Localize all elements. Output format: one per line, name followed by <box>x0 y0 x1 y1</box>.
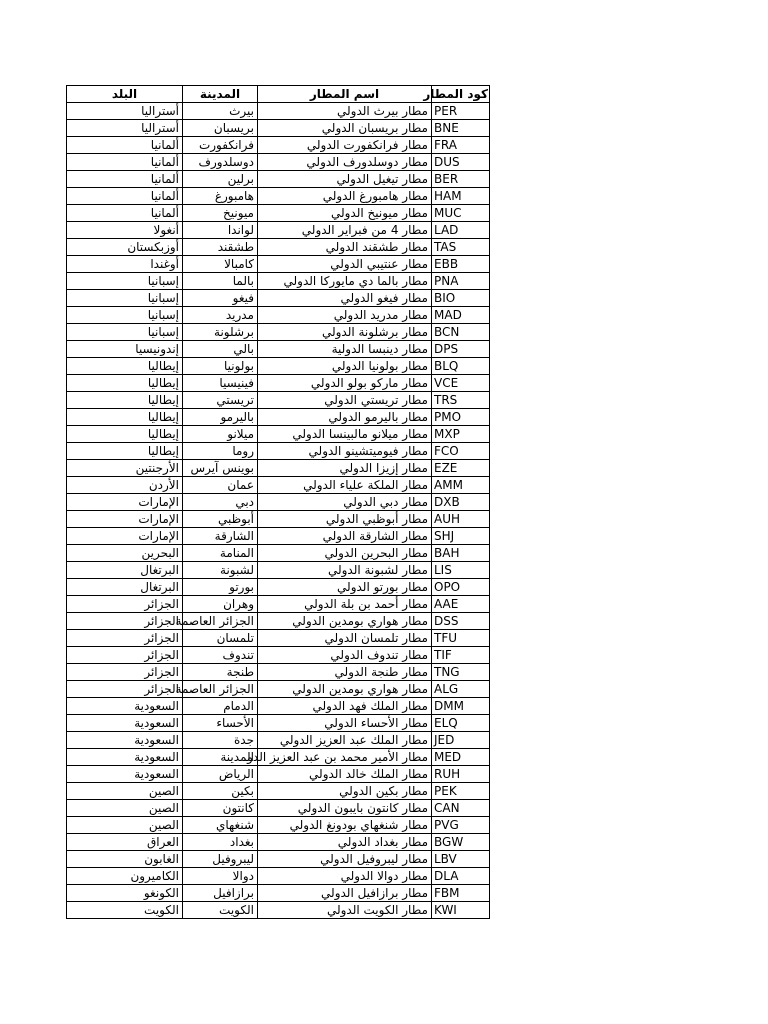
country-cell: الكاميرون <box>67 868 183 885</box>
airport-code-cell: TRS <box>432 392 490 409</box>
country-cell: البحرين <box>67 545 183 562</box>
city-cell: المنامة <box>183 545 258 562</box>
airport-code-cell: PEK <box>432 783 490 800</box>
header-airport-name: اسم المطار <box>258 86 432 103</box>
airport-code-cell: CAN <box>432 800 490 817</box>
country-cell: الجزائر <box>67 630 183 647</box>
country-cell: السعودية <box>67 766 183 783</box>
airport-code-cell: TNG <box>432 664 490 681</box>
table-row <box>67 732 490 749</box>
table-row <box>67 851 490 868</box>
table-row <box>67 596 490 613</box>
table-row <box>67 137 490 154</box>
airport-name-cell: مطار دينبسا الدولية <box>258 341 432 358</box>
header-city: المدينة <box>183 86 258 103</box>
city-cell: وهران <box>183 596 258 613</box>
city-cell: تريستي <box>183 392 258 409</box>
airport-code-cell: AUH <box>432 511 490 528</box>
city-cell: بالما <box>183 273 258 290</box>
country-cell: السعودية <box>67 698 183 715</box>
airport-code-cell: VCE <box>432 375 490 392</box>
airport-code-cell: LBV <box>432 851 490 868</box>
table-row <box>67 715 490 732</box>
airport-code-cell: EZE <box>432 460 490 477</box>
airport-code-cell: FRA <box>432 137 490 154</box>
airport-name-cell: مطار مدريد الدولي <box>258 307 432 324</box>
airport-name-cell: مطار 4 من فبراير الدولي <box>258 222 432 239</box>
airport-name-cell: مطار برشلونة الدولي <box>258 324 432 341</box>
airport-code-cell: MAD <box>432 307 490 324</box>
city-cell: بغداد <box>183 834 258 851</box>
table-row <box>67 834 490 851</box>
city-cell: كامبالا <box>183 256 258 273</box>
table-row <box>67 409 490 426</box>
city-cell: كانتون <box>183 800 258 817</box>
country-cell: أستراليا <box>67 103 183 120</box>
airport-name-cell: مطار البحرين الدولي <box>258 545 432 562</box>
airports-table <box>66 85 490 919</box>
city-cell: فينيسيا <box>183 375 258 392</box>
table-row <box>67 868 490 885</box>
airport-name-cell: مطار الأحساء الدولي <box>258 715 432 732</box>
airport-code-cell: PMO <box>432 409 490 426</box>
country-cell: الجزائر <box>67 647 183 664</box>
country-cell: إيطاليا <box>67 409 183 426</box>
airport-code-cell: DLA <box>432 868 490 885</box>
table-row <box>67 749 490 766</box>
table-row <box>67 647 490 664</box>
table-row <box>67 443 490 460</box>
airport-code-cell: HAM <box>432 188 490 205</box>
city-cell: بوينس آيرس <box>183 460 258 477</box>
country-cell: ألمانيا <box>67 171 183 188</box>
country-cell: الكونغو <box>67 885 183 902</box>
city-cell: باليرمو <box>183 409 258 426</box>
table-row <box>67 477 490 494</box>
airport-code-cell: FBM <box>432 885 490 902</box>
airport-code-cell: BNE <box>432 120 490 137</box>
airport-code-cell: DXB <box>432 494 490 511</box>
city-cell: الشارقة <box>183 528 258 545</box>
airport-code-cell: KWI <box>432 902 490 919</box>
country-cell: الجزائر <box>67 664 183 681</box>
city-cell: المدينة <box>183 749 258 766</box>
country-cell: ألمانيا <box>67 205 183 222</box>
table-body <box>67 103 490 919</box>
country-cell: السعودية <box>67 749 183 766</box>
city-cell: تلمسان <box>183 630 258 647</box>
country-cell: البرتغال <box>67 579 183 596</box>
table-row <box>67 783 490 800</box>
table-row <box>67 902 490 919</box>
country-cell: الغابون <box>67 851 183 868</box>
country-cell: الإمارات <box>67 528 183 545</box>
table-row <box>67 528 490 545</box>
city-cell: فيغو <box>183 290 258 307</box>
airport-name-cell: مطار بغداد الدولي <box>258 834 432 851</box>
airport-name-cell: مطار بكين الدولي <box>258 783 432 800</box>
country-cell: إسبانيا <box>67 307 183 324</box>
airport-code-cell: BCN <box>432 324 490 341</box>
airport-code-cell: PER <box>432 103 490 120</box>
city-cell: طنجة <box>183 664 258 681</box>
city-cell: دبي <box>183 494 258 511</box>
city-cell: بيرث <box>183 103 258 120</box>
country-cell: الصين <box>67 817 183 834</box>
table-row <box>67 256 490 273</box>
city-cell: ليبروفيل <box>183 851 258 868</box>
airport-name-cell: مطار ميلانو مالبينسا الدولي <box>258 426 432 443</box>
city-cell: الجزائر العاصمة <box>183 681 258 698</box>
airport-name-cell: مطار باليرمو الدولي <box>258 409 432 426</box>
airport-code-cell: BAH <box>432 545 490 562</box>
city-cell: ميلانو <box>183 426 258 443</box>
country-cell: الجزائر <box>67 596 183 613</box>
country-cell: إسبانيا <box>67 290 183 307</box>
table-row <box>67 562 490 579</box>
table-row <box>67 766 490 783</box>
table-row <box>67 630 490 647</box>
country-cell: أوغندا <box>67 256 183 273</box>
airport-code-cell: EBB <box>432 256 490 273</box>
table-row <box>67 205 490 222</box>
table-row <box>67 222 490 239</box>
airport-code-cell: FCO <box>432 443 490 460</box>
country-cell: الكويت <box>67 902 183 919</box>
airport-code-cell: BIO <box>432 290 490 307</box>
airport-name-cell: مطار أبوظبي الدولي <box>258 511 432 528</box>
city-cell: تندوف <box>183 647 258 664</box>
airport-name-cell: مطار فيغو الدولي <box>258 290 432 307</box>
airport-name-cell: مطار دبي الدولي <box>258 494 432 511</box>
country-cell: الصين <box>67 800 183 817</box>
airport-code-cell: BLQ <box>432 358 490 375</box>
country-cell: الأردن <box>67 477 183 494</box>
table-row <box>67 171 490 188</box>
airport-name-cell: مطار الأمير محمد بن عبد العزيز الدو <box>258 749 432 766</box>
airport-name-cell: مطار بالما دي مايوركا الدولي <box>258 273 432 290</box>
airport-code-cell: MED <box>432 749 490 766</box>
airport-code-cell: ALG <box>432 681 490 698</box>
airport-name-cell: مطار دوسلدورف الدولي <box>258 154 432 171</box>
city-cell: دوالا <box>183 868 258 885</box>
airport-code-cell: RUH <box>432 766 490 783</box>
city-cell: بورتو <box>183 579 258 596</box>
airport-code-cell: AMM <box>432 477 490 494</box>
airport-code-cell: ELQ <box>432 715 490 732</box>
country-cell: أنغولا <box>67 222 183 239</box>
city-cell: برلين <box>183 171 258 188</box>
airport-name-cell: مطار بيرث الدولي <box>258 103 432 120</box>
table-row <box>67 664 490 681</box>
country-cell: الجزائر <box>67 613 183 630</box>
city-cell: الدمام <box>183 698 258 715</box>
country-cell: إسبانيا <box>67 273 183 290</box>
airport-name-cell: مطار الملكة علياء الدولي <box>258 477 432 494</box>
airport-code-cell: PVG <box>432 817 490 834</box>
table-row <box>67 324 490 341</box>
country-cell: أوزبكستان <box>67 239 183 256</box>
country-cell: ألمانيا <box>67 188 183 205</box>
country-cell: إيطاليا <box>67 375 183 392</box>
airport-name-cell: مطار فيوميتشينو الدولي <box>258 443 432 460</box>
country-cell: إندونيسيا <box>67 341 183 358</box>
airport-code-cell: TFU <box>432 630 490 647</box>
airport-name-cell: مطار الشارقة الدولي <box>258 528 432 545</box>
airport-code-cell: JED <box>432 732 490 749</box>
table-row <box>67 800 490 817</box>
city-cell: بريسبان <box>183 120 258 137</box>
table-row <box>67 341 490 358</box>
city-cell: الرياض <box>183 766 258 783</box>
airport-name-cell: مطار فرانكفورت الدولي <box>258 137 432 154</box>
airport-name-cell: مطار لشبونة الدولي <box>258 562 432 579</box>
table-row <box>67 494 490 511</box>
table-row <box>67 154 490 171</box>
airport-code-cell: PNA <box>432 273 490 290</box>
airport-code-cell: LIS <box>432 562 490 579</box>
country-cell: السعودية <box>67 732 183 749</box>
airport-name-cell: مطار بورتو الدولي <box>258 579 432 596</box>
table-row <box>67 511 490 528</box>
city-cell: مدريد <box>183 307 258 324</box>
airport-name-cell: مطار الملك عبد العزيز الدولي <box>258 732 432 749</box>
table-row <box>67 358 490 375</box>
table-row <box>67 239 490 256</box>
airport-name-cell: مطار بولونيا الدولي <box>258 358 432 375</box>
airport-code-cell: DSS <box>432 613 490 630</box>
city-cell: بالي <box>183 341 258 358</box>
airport-name-cell: مطار الملك خالد الدولي <box>258 766 432 783</box>
airport-code-cell: OPO <box>432 579 490 596</box>
table-row <box>67 290 490 307</box>
airport-name-cell: مطار برازافيل الدولي <box>258 885 432 902</box>
country-cell: ألمانيا <box>67 137 183 154</box>
table-row <box>67 579 490 596</box>
airport-name-cell: مطار دوالا الدولي <box>258 868 432 885</box>
city-cell: برازافيل <box>183 885 258 902</box>
city-cell: بكين <box>183 783 258 800</box>
airport-name-cell: مطار شنغهاي بودونغ الدولي <box>258 817 432 834</box>
table-row <box>67 817 490 834</box>
airport-code-cell: DPS <box>432 341 490 358</box>
airport-code-cell: DUS <box>432 154 490 171</box>
city-cell: بولونيا <box>183 358 258 375</box>
table-row <box>67 188 490 205</box>
country-cell: البرتغال <box>67 562 183 579</box>
country-cell: السعودية <box>67 715 183 732</box>
table-row <box>67 120 490 137</box>
country-cell: الجزائر <box>67 681 183 698</box>
table-row <box>67 426 490 443</box>
country-cell: الإمارات <box>67 511 183 528</box>
airport-name-cell: مطار هامبورغ الدولي <box>258 188 432 205</box>
country-cell: إسبانيا <box>67 324 183 341</box>
city-cell: هامبورغ <box>183 188 258 205</box>
country-cell: الإمارات <box>67 494 183 511</box>
table-header-row <box>67 86 490 103</box>
airport-name-cell: مطار ليبروفيل الدولي <box>258 851 432 868</box>
airport-code-cell: MXP <box>432 426 490 443</box>
airport-name-cell: مطار تيغيل الدولي <box>258 171 432 188</box>
city-cell: شنغهاي <box>183 817 258 834</box>
country-cell: إيطاليا <box>67 392 183 409</box>
table-row <box>67 273 490 290</box>
table-row <box>67 375 490 392</box>
country-cell: إيطاليا <box>67 426 183 443</box>
airport-code-cell: AAE <box>432 596 490 613</box>
table-row <box>67 460 490 477</box>
city-cell: الأحساء <box>183 715 258 732</box>
table-row <box>67 681 490 698</box>
city-cell: روما <box>183 443 258 460</box>
table-row <box>67 307 490 324</box>
airport-name-cell: مطار الكويت الدولي <box>258 902 432 919</box>
city-cell: جدة <box>183 732 258 749</box>
airport-name-cell: مطار عنتيبي الدولي <box>258 256 432 273</box>
city-cell: عمان <box>183 477 258 494</box>
city-cell: فرانكفورت <box>183 137 258 154</box>
airport-code-cell: MUC <box>432 205 490 222</box>
airport-name-cell: مطار هواري بومدين الدولي <box>258 613 432 630</box>
table-row <box>67 698 490 715</box>
airport-code-cell: BER <box>432 171 490 188</box>
airport-code-cell: SHJ <box>432 528 490 545</box>
airport-name-cell: مطار هواري بومدين الدولي <box>258 681 432 698</box>
airport-name-cell: مطار أحمد بن بلة الدولي <box>258 596 432 613</box>
airport-name-cell: مطار ماركو بولو الدولي <box>258 375 432 392</box>
airport-name-cell: مطار طشقند الدولي <box>258 239 432 256</box>
city-cell: دوسلدورف <box>183 154 258 171</box>
airport-name-cell: مطار الملك فهد الدولي <box>258 698 432 715</box>
airport-code-cell: TIF <box>432 647 490 664</box>
table-row <box>67 103 490 120</box>
country-cell: الأرجنتين <box>67 460 183 477</box>
table-row <box>67 545 490 562</box>
country-cell: العراق <box>67 834 183 851</box>
airport-name-cell: مطار بريسبان الدولي <box>258 120 432 137</box>
airport-name-cell: مطار تريستي الدولي <box>258 392 432 409</box>
country-cell: أستراليا <box>67 120 183 137</box>
city-cell: لشبونة <box>183 562 258 579</box>
city-cell: برشلونة <box>183 324 258 341</box>
city-cell: الكويت <box>183 902 258 919</box>
header-country: البلد <box>67 86 183 103</box>
airport-name-cell: مطار تلمسان الدولي <box>258 630 432 647</box>
country-cell: إيطاليا <box>67 358 183 375</box>
table-row <box>67 885 490 902</box>
city-cell: أبوظبي <box>183 511 258 528</box>
airport-name-cell: مطار ميونيخ الدولي <box>258 205 432 222</box>
airport-name-cell: مطار إزيزا الدولي <box>258 460 432 477</box>
airport-code-cell: BGW <box>432 834 490 851</box>
airport-name-cell: مطار طنجة الدولي <box>258 664 432 681</box>
city-cell: لواندا <box>183 222 258 239</box>
airport-name-cell: مطار كانتون بايبون الدولي <box>258 800 432 817</box>
table-row <box>67 392 490 409</box>
airport-name-cell: مطار تندوف الدولي <box>258 647 432 664</box>
city-cell: طشقند <box>183 239 258 256</box>
airport-code-cell: DMM <box>432 698 490 715</box>
table-row <box>67 613 490 630</box>
header-airport-code: كود المطار <box>423 87 488 101</box>
city-cell: ميونيخ <box>183 205 258 222</box>
country-cell: ألمانيا <box>67 154 183 171</box>
country-cell: الصين <box>67 783 183 800</box>
city-cell: الجزائر العاصمة <box>183 613 258 630</box>
airport-code-cell: TAS <box>432 239 490 256</box>
airport-code-cell: LAD <box>432 222 490 239</box>
country-cell: إيطاليا <box>67 443 183 460</box>
